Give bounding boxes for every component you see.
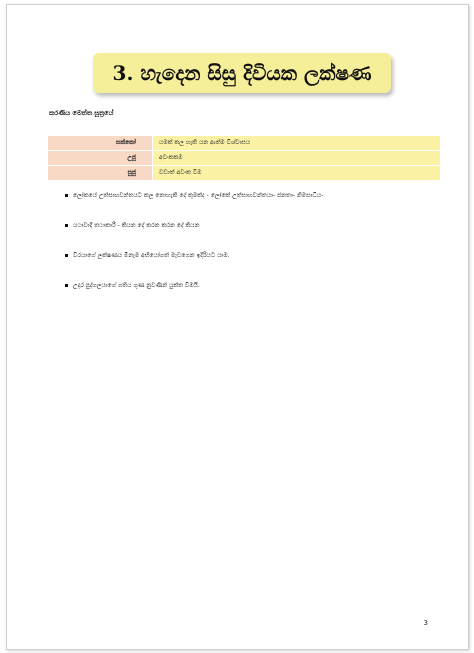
table-cell-label: උජූ [48,151,153,166]
qualities-table [47,135,441,181]
list-item: යථාවාදී තථාකාරී - කියන දේ කරන කරන දේ කියන [57,221,447,251]
table-row [48,166,441,181]
page-title: 3. හැදෙන සිසු දිවියක ලක්ෂණ [93,53,391,93]
list-item: වීරයාගේ ලක්ෂණය මිනෑම අභියෝගත් මැඩගෙන ඉදිරියට යාම. [57,251,447,281]
list-item: ලෝකයේ උත්සාහවන්තයට කල නොහැකි දේ කුමක්ද - ලෝකේ උත්සාහවන්තයා- ජනතා- නිමසාධිය- [57,191,447,221]
list-item: උදාර පුද්ගලයාගේ ගතිය ගුණ නුවණින් යුක්ත වීමයි. [57,281,447,311]
table-cell-value: යමක් කල හැකි යන ආත්ම විශ්වාසය [153,136,441,151]
table-cell-label: සක්කෝ [48,136,153,151]
document-page [6,4,469,650]
table-row [48,136,441,151]
bullet-list [57,191,447,311]
table-cell-value: අවංකකම [153,151,441,166]
page-number: 3 [423,619,428,627]
table-cell-label: සුජු [48,166,153,181]
section-subtitle: කරණීය මෙත්ත සූත්‍රයේ [49,109,114,117]
table-cell-value: වඩාත් අවංක වීම [153,166,441,181]
table-row [48,151,441,166]
